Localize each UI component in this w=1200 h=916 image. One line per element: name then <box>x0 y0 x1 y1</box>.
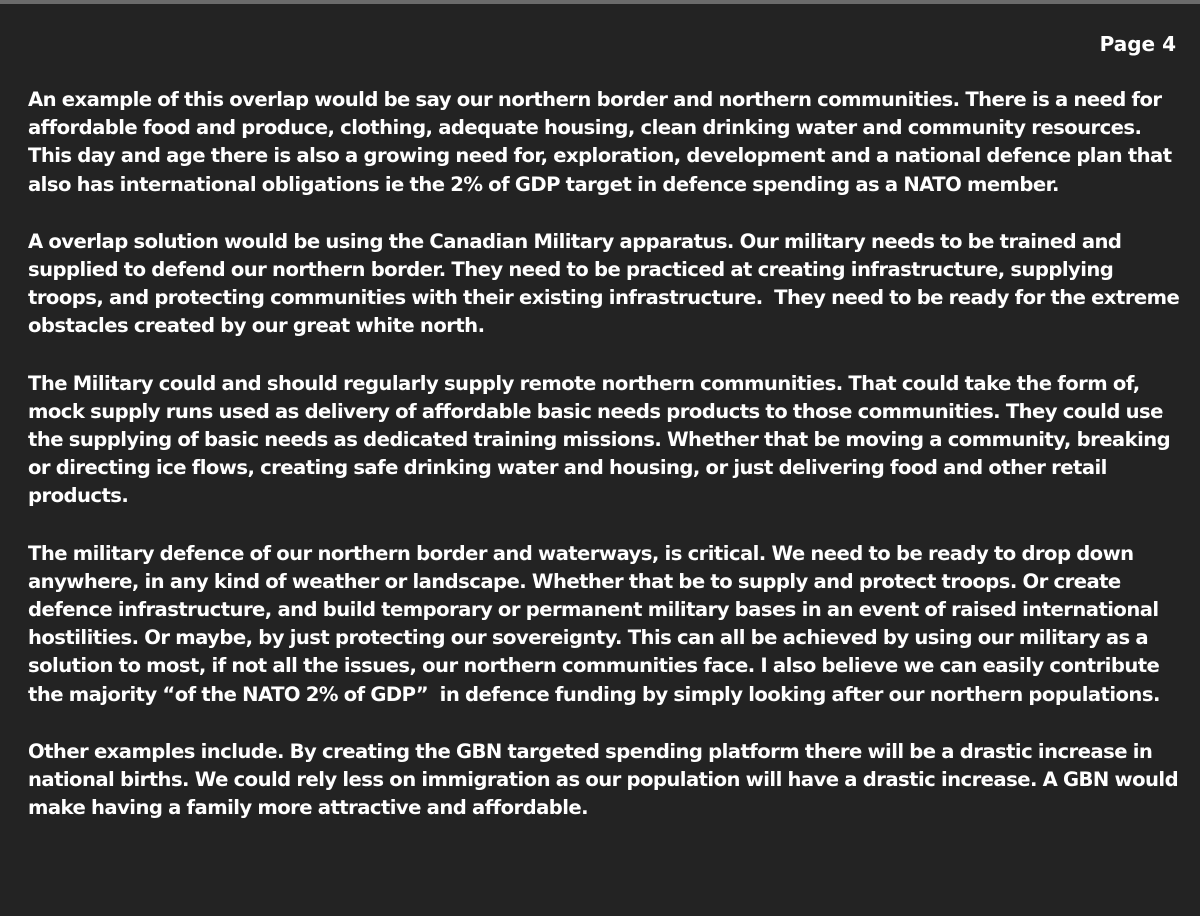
page-number: Page 4 <box>1099 32 1176 56</box>
paragraph-supply-communities: The Military could and should regularly supply remote northern communities. That could take the form of, mock supply runs used as delivery of affordable basic needs products to those communities. They could use the supplying of basic needs as dedicated training missions. Whether that be moving a community, breaking or directing ice flows, creating safe drinking water and housing, or just delivering food and other retail products. <box>28 371 1176 508</box>
paragraph-military-solution: A overlap solution would be using the Canadian Military apparatus. Our military needs to be trained and supplied to defend our northern border. They need to be practiced at creating infrastructure, supplying troops, and protecting communities with their existing infrastructure. They need to be ready for the extreme obstacles created by our great white north. <box>28 229 1186 338</box>
paragraph-other-examples: Other examples include. By creating the GBN targeted spending platform there will be a drastic increase in national births. We could rely less on immigration as our population will have a drastic increase. A GBN would make having a family more attractive and affordable. <box>28 739 1184 820</box>
document-body <box>28 86 1188 822</box>
paragraph-overlap-example: An example of this overlap would be say our northern border and northern communities. There is a need for affordable food and produce, clothing, adequate housing, clean drinking water and community resources. This day and age there is also a growing need for, exploration, development and a national defence plan that also has international obligations ie the 2% of GDP target in defence spending as a NATO member. <box>28 88 1178 196</box>
document-page <box>0 4 1200 916</box>
paragraph-military-defence: The military defence of our northern border and waterways, is critical. We need to be ready to drop down anywhere, in any kind of weather or landscape. Whether that be to supply and protect troops. Or create defence infrastructure, and build temporary or permanent military bases in an event of raised international hostilities. Or maybe, by just protecting our sovereignty. This can all be achieved by using our military as a solution to most, if not all the issues, our northern communities face. I also believe we can easily contribute the majority “of the NATO 2% of GDP” in defence funding by simply looking after our northern populations. <box>28 541 1166 706</box>
